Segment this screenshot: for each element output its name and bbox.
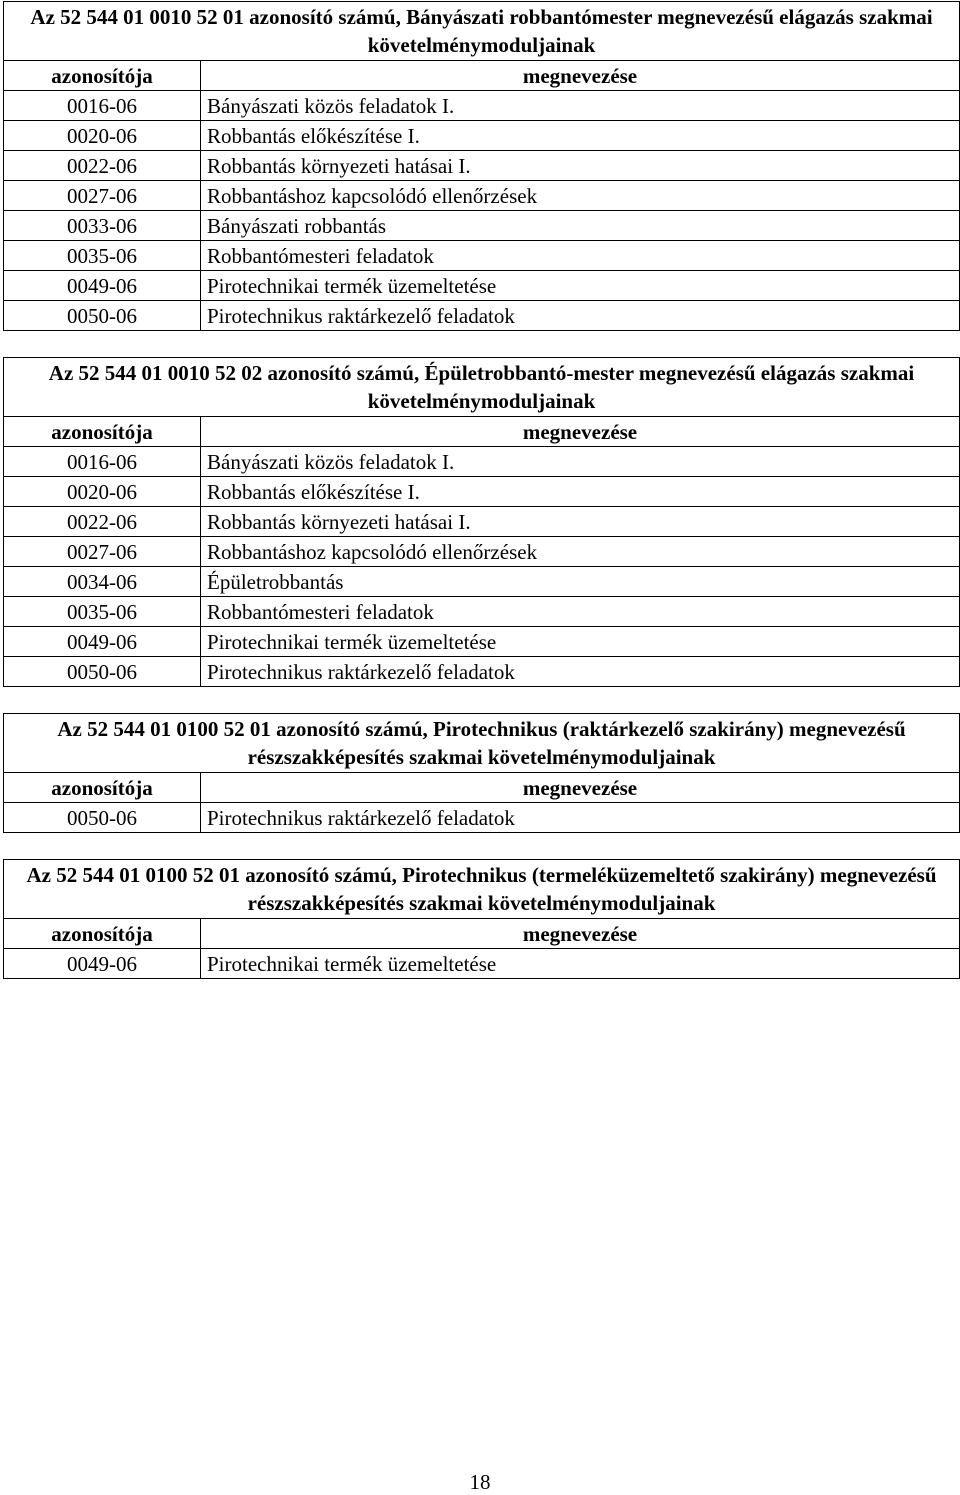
- module-id: 0049-06: [4, 949, 201, 979]
- module-name: Pirotechnikus raktárkezelő feladatok: [201, 657, 960, 687]
- module-id: 0027-06: [4, 181, 201, 211]
- table-header-row: [4, 773, 960, 803]
- module-id: 0016-06: [4, 447, 201, 477]
- table-row: [4, 537, 960, 567]
- module-name: Robbantás előkészítése I.: [201, 121, 960, 151]
- module-id: 0033-06: [4, 211, 201, 241]
- table-row: [4, 211, 960, 241]
- module-id: 0022-06: [4, 507, 201, 537]
- table-title: Az 52 544 01 0010 52 02 azonosító számú, Épületrobbantó-mester megnevezésű elágazás szakmai követelménymoduljainak: [4, 358, 960, 417]
- module-id: 0027-06: [4, 537, 201, 567]
- table-title: Az 52 544 01 0010 52 01 azonosító számú, Bányászati robbantómester megnevezésű elágazás szakmai követelménymoduljainak: [4, 2, 960, 61]
- module-name: Robbantómesteri feladatok: [201, 597, 960, 627]
- header-name: megnevezése: [201, 61, 960, 91]
- module-table-3: [3, 713, 960, 833]
- module-id: 0020-06: [4, 121, 201, 151]
- table-row: [4, 507, 960, 537]
- module-id: 0022-06: [4, 151, 201, 181]
- table-row: [4, 271, 960, 301]
- table-title-row: [4, 358, 960, 417]
- table-row: [4, 949, 960, 979]
- header-name: megnevezése: [201, 417, 960, 447]
- table-row: [4, 627, 960, 657]
- table-row: [4, 803, 960, 833]
- module-name: Pirotechnikus raktárkezelő feladatok: [201, 301, 960, 331]
- header-name: megnevezése: [201, 919, 960, 949]
- page-number: 18: [469, 1470, 491, 1494]
- header-id: azonosítója: [4, 773, 201, 803]
- table-title-row: [4, 860, 960, 919]
- header-id: azonosítója: [4, 919, 201, 949]
- table-title: Az 52 544 01 0100 52 01 azonosító számú, Pirotechnikus (termeléküzemeltető szakirány) megnevezésű részszakképesítés szakmai követelménymoduljainak: [4, 860, 960, 919]
- module-name: Pirotechnikai termék üzemeltetése: [201, 271, 960, 301]
- module-id: 0035-06: [4, 597, 201, 627]
- module-id: 0020-06: [4, 477, 201, 507]
- module-id: 0049-06: [4, 271, 201, 301]
- module-name: Robbantáshoz kapcsolódó ellenőrzések: [201, 181, 960, 211]
- table-row: [4, 181, 960, 211]
- table-row: [4, 657, 960, 687]
- module-name: Bányászati robbantás: [201, 211, 960, 241]
- module-name: Épületrobbantás: [201, 567, 960, 597]
- module-name: Robbantás előkészítése I.: [201, 477, 960, 507]
- module-name: Bányászati közös feladatok I.: [201, 447, 960, 477]
- module-table-4: [3, 859, 960, 979]
- table-row: [4, 301, 960, 331]
- table-row: [4, 597, 960, 627]
- table-row: [4, 151, 960, 181]
- module-name: Pirotechnikus raktárkezelő feladatok: [201, 803, 960, 833]
- module-name: Robbantás környezeti hatásai I.: [201, 151, 960, 181]
- table-header-row: [4, 417, 960, 447]
- table-title: Az 52 544 01 0100 52 01 azonosító számú, Pirotechnikus (raktárkezelő szakirány) megnevezésű részszakképesítés szakmai követelménymoduljainak: [4, 714, 960, 773]
- module-name: Robbantáshoz kapcsolódó ellenőrzések: [201, 537, 960, 567]
- table-row: [4, 241, 960, 271]
- table-row: [4, 121, 960, 151]
- module-name: Bányászati közös feladatok I.: [201, 91, 960, 121]
- table-row: [4, 447, 960, 477]
- module-name: Pirotechnikai termék üzemeltetése: [201, 949, 960, 979]
- header-id: azonosítója: [4, 417, 201, 447]
- module-id: 0034-06: [4, 567, 201, 597]
- module-id: 0050-06: [4, 301, 201, 331]
- table-header-row: [4, 919, 960, 949]
- module-name: Robbantómesteri feladatok: [201, 241, 960, 271]
- module-id: 0049-06: [4, 627, 201, 657]
- table-row: [4, 91, 960, 121]
- module-table-2: [3, 357, 960, 687]
- table-title-row: [4, 714, 960, 773]
- table-row: [4, 567, 960, 597]
- table-title-row: [4, 2, 960, 61]
- module-id: 0035-06: [4, 241, 201, 271]
- table-row: [4, 477, 960, 507]
- header-name: megnevezése: [201, 773, 960, 803]
- module-id: 0050-06: [4, 803, 201, 833]
- module-name: Pirotechnikai termék üzemeltetése: [201, 627, 960, 657]
- module-table-1: [3, 1, 960, 331]
- header-id: azonosítója: [4, 61, 201, 91]
- module-name: Robbantás környezeti hatásai I.: [201, 507, 960, 537]
- module-id: 0016-06: [4, 91, 201, 121]
- table-header-row: [4, 61, 960, 91]
- module-id: 0050-06: [4, 657, 201, 687]
